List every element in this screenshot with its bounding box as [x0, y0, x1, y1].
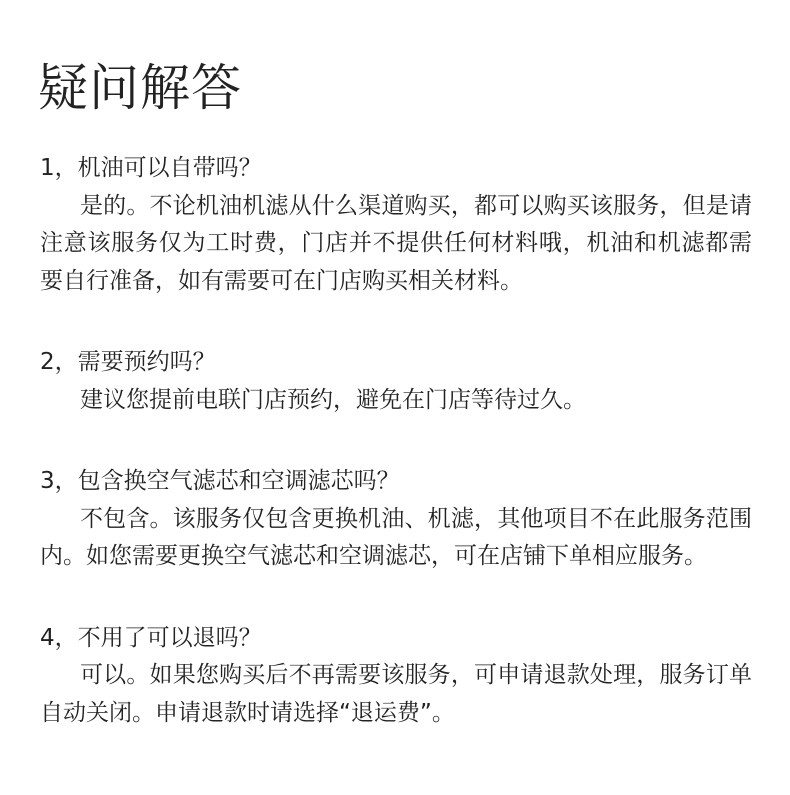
question-text: 1，机油可以自带吗？	[40, 155, 262, 181]
question-text: 4，不用了可以退吗？	[40, 624, 262, 651]
page-title: 疑问解答	[38, 59, 242, 117]
qa-item	[40, 620, 752, 733]
answer-text: 不包含。该服务仅包含更换机油、机滤，其他项目不在此服务范围内。如您需要更换空气滤芯和空调滤芯，可在店铺下单相应服务。	[40, 505, 752, 569]
question-text: 2，需要预约吗？	[40, 349, 216, 375]
qa-list	[40, 150, 752, 776]
qa-item	[40, 150, 752, 300]
answer-text: 可以。如果您购买后不再需要该服务，可申请退款处理，服务订单自动关闭。申请退款时请选择“退运费”。	[40, 662, 752, 726]
answer-text: 建议您提前电联门店预约，避免在门店等待过久。	[80, 386, 586, 413]
qa-item	[40, 463, 752, 576]
question-text: 3，包含换空气滤芯和空调滤芯吗？	[40, 468, 400, 494]
qa-item	[40, 344, 752, 419]
answer-text: 是的。不论机油机滤从什么渠道购买，都可以购买该服务，但是请注意该服务仅为工时费，门店并不提供任何材料哦，机油和机滤都需要自行准备，如有需要可在门店购买相关材料。	[40, 192, 752, 294]
